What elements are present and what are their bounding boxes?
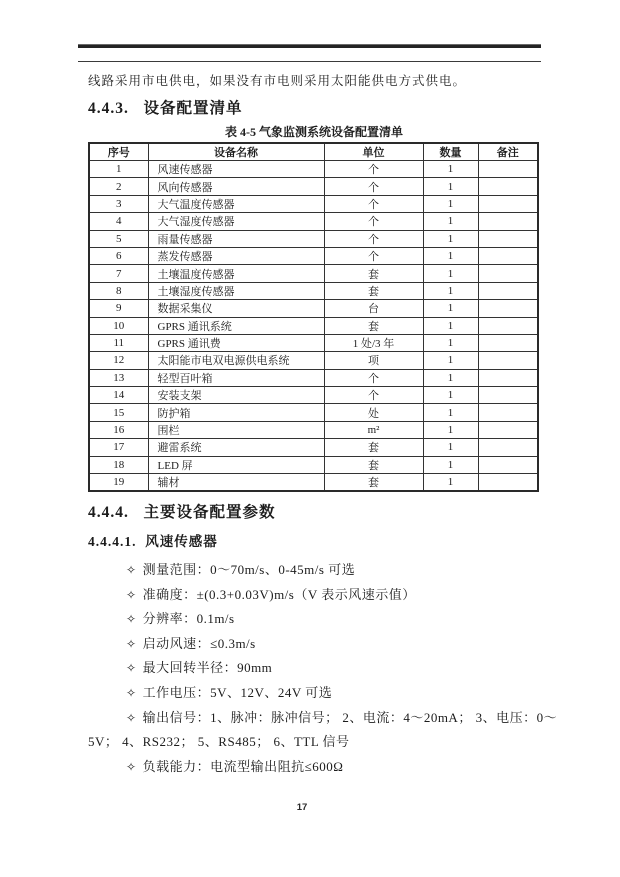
table-cell [478, 265, 538, 282]
table-cell: 3 [89, 195, 148, 212]
table-header-cell: 备注 [478, 143, 538, 161]
spec-bullet-list [88, 558, 558, 779]
section-heading-443: 4.4.3. 设备配置清单 [88, 100, 243, 117]
table-cell: 17 [89, 439, 148, 456]
table-cell: 套 [324, 265, 423, 282]
table-cell: 1 [423, 265, 478, 282]
spec-bullet: ✧ 分辨率：0.1m/s [126, 611, 235, 627]
table-row [89, 195, 538, 212]
diamond-bullet-icon: ✧ [126, 686, 137, 700]
table-cell: 套 [324, 439, 423, 456]
table-row [89, 161, 538, 178]
table-cell: 1 [423, 474, 478, 492]
table-header-cell: 序号 [89, 143, 148, 161]
table-cell: 1 [89, 161, 148, 178]
table-cell: m² [324, 421, 423, 438]
table-cell: 1 [423, 195, 478, 212]
table-cell: 5 [89, 230, 148, 247]
table-cell: 1 [423, 352, 478, 369]
table-cell [478, 369, 538, 386]
table-cell: 1 [423, 178, 478, 195]
table-row [89, 439, 538, 456]
diamond-bullet-icon: ✧ [126, 563, 137, 578]
table-cell: 风向传感器 [148, 178, 324, 195]
diamond-bullet-icon: ✧ [126, 587, 137, 602]
table-cell [478, 213, 538, 230]
table-row [89, 230, 538, 247]
table-cell: 土壤湿度传感器 [148, 282, 324, 299]
spec-bullet: ✧ 测量范围：0～70m/s、0-45m/s 可选 [126, 562, 356, 578]
table-cell: 1 [423, 421, 478, 438]
spec-bullet: ✧ 准确度：±(0.3+0.03V)m/s（V 表示风速示值） [126, 586, 416, 602]
table-row [89, 369, 538, 386]
table-cell: 1 [423, 456, 478, 473]
table-row [89, 300, 538, 317]
table-cell: 1 [423, 334, 478, 351]
section-heading-444: 4.4.4. 主要设备配置参数 [88, 504, 276, 522]
page-content [88, 72, 558, 779]
table-cell: 2 [89, 178, 148, 195]
table-cell: 个 [324, 195, 423, 212]
table-cell: 项 [324, 352, 423, 369]
table-row [89, 317, 538, 334]
intro-paragraph: 线路采用市电供电，如果没有市电则采用太阳能供电方式供电。 [88, 74, 467, 88]
table-cell: 个 [324, 213, 423, 230]
table-cell [478, 404, 538, 421]
spec-bullet: ✧ 工作电压：5V、12V、24V 可选 [126, 685, 333, 700]
table-cell [478, 178, 538, 195]
table-cell: GPRS 通讯系统 [148, 317, 324, 334]
table-cell: 1 [423, 230, 478, 247]
table-cell: 15 [89, 404, 148, 421]
table-cell: 台 [324, 300, 423, 317]
table-row [89, 352, 538, 369]
table-cell: 12 [89, 352, 148, 369]
table-cell [478, 334, 538, 351]
table-cell: 1 处/3 年 [324, 334, 423, 351]
diamond-bullet-icon: ✧ [126, 661, 137, 676]
table-cell: 个 [324, 387, 423, 404]
table-cell: 16 [89, 421, 148, 438]
equipment-table [88, 142, 539, 492]
diamond-bullet-icon: ✧ [126, 636, 137, 651]
table-cell [478, 282, 538, 299]
header-rule-thick [78, 44, 541, 48]
table-row [89, 474, 538, 492]
table-cell: 轻型百叶箱 [148, 369, 324, 386]
table-cell [478, 421, 538, 438]
header-rule-thin [78, 61, 541, 62]
table-row [89, 178, 538, 195]
table-cell: 个 [324, 178, 423, 195]
table-cell: 套 [324, 282, 423, 299]
table-cell: 个 [324, 247, 423, 264]
table-cell: 18 [89, 456, 148, 473]
table-cell [478, 474, 538, 492]
diamond-bullet-icon: ✧ [126, 710, 137, 725]
table-cell [478, 247, 538, 264]
spec-bullet: ✧ 启动风速：≤0.3m/s [126, 635, 256, 651]
table-row [89, 265, 538, 282]
table-row [89, 421, 538, 438]
table-header-cell: 数量 [423, 143, 478, 161]
table-cell: 14 [89, 387, 148, 404]
table-cell: 1 [423, 161, 478, 178]
table-cell: 个 [324, 230, 423, 247]
table-cell: 1 [423, 387, 478, 404]
diamond-bullet-icon: ✧ [126, 759, 137, 774]
table-cell: 1 [423, 317, 478, 334]
table-cell: 19 [89, 474, 148, 492]
table-cell: 大气湿度传感器 [148, 213, 324, 230]
table-cell [478, 352, 538, 369]
spec-bullet: ✧ 输出信号：1、脉冲：脉冲信号； 2、电流：4～20mA； 3、电压：0～5V； 4、RS232； 5、RS485； 6、TTL 信号 [88, 709, 558, 750]
table-cell [478, 195, 538, 212]
table-cell: 6 [89, 247, 148, 264]
table-cell [478, 230, 538, 247]
table-cell: 套 [324, 456, 423, 473]
table-cell [478, 456, 538, 473]
table-cell: 8 [89, 282, 148, 299]
table-cell: GPRS 通讯费 [148, 334, 324, 351]
table-row [89, 404, 538, 421]
page-number: 17 [296, 802, 308, 813]
table-cell: 个 [324, 369, 423, 386]
table-cell: 避雷系统 [148, 439, 324, 456]
spec-bullet: ✧ 负载能力：电流型输出阻抗≤600Ω [126, 758, 344, 774]
table-header-row [89, 143, 538, 161]
table-cell: 1 [423, 282, 478, 299]
table-cell: LED 屏 [148, 456, 324, 473]
diamond-bullet-icon: ✧ [126, 612, 137, 627]
table-cell: 处 [324, 404, 423, 421]
table-cell: 1 [423, 439, 478, 456]
table-caption: 表 4-5 气象监测系统设备配置清单 [225, 125, 403, 139]
section-heading-4441: 4.4.4.1. 风速传感器 [88, 534, 218, 550]
table-cell: 4 [89, 213, 148, 230]
table-cell: 套 [324, 474, 423, 492]
table-cell: 防护箱 [148, 404, 324, 421]
table-cell: 雨量传感器 [148, 230, 324, 247]
table-cell: 11 [89, 334, 148, 351]
table-cell [478, 439, 538, 456]
table-cell: 1 [423, 404, 478, 421]
table-row [89, 247, 538, 264]
table-cell: 1 [423, 300, 478, 317]
table-cell: 辅材 [148, 474, 324, 492]
equipment-table-body [89, 161, 538, 492]
table-cell [478, 387, 538, 404]
table-cell: 风速传感器 [148, 161, 324, 178]
table-cell: 大气温度传感器 [148, 195, 324, 212]
table-cell [478, 300, 538, 317]
table-row [89, 334, 538, 351]
spec-bullet: ✧ 最大回转半径：90mm [126, 660, 273, 676]
table-cell: 13 [89, 369, 148, 386]
table-cell: 7 [89, 265, 148, 282]
table-cell: 1 [423, 247, 478, 264]
table-cell: 围栏 [148, 421, 324, 438]
table-cell: 个 [324, 161, 423, 178]
table-cell: 9 [89, 300, 148, 317]
table-cell [478, 161, 538, 178]
table-cell: 安装支架 [148, 387, 324, 404]
table-cell: 蒸发传感器 [148, 247, 324, 264]
table-cell [478, 317, 538, 334]
table-header-cell: 单位 [324, 143, 423, 161]
table-cell: 数据采集仪 [148, 300, 324, 317]
table-row [89, 387, 538, 404]
table-cell: 土壤温度传感器 [148, 265, 324, 282]
table-cell: 10 [89, 317, 148, 334]
table-row [89, 213, 538, 230]
table-row [89, 282, 538, 299]
table-header-cell: 设备名称 [148, 143, 324, 161]
table-row [89, 456, 538, 473]
table-cell: 1 [423, 369, 478, 386]
table-cell: 太阳能市电双电源供电系统 [148, 352, 324, 369]
table-cell: 套 [324, 317, 423, 334]
table-cell: 1 [423, 213, 478, 230]
